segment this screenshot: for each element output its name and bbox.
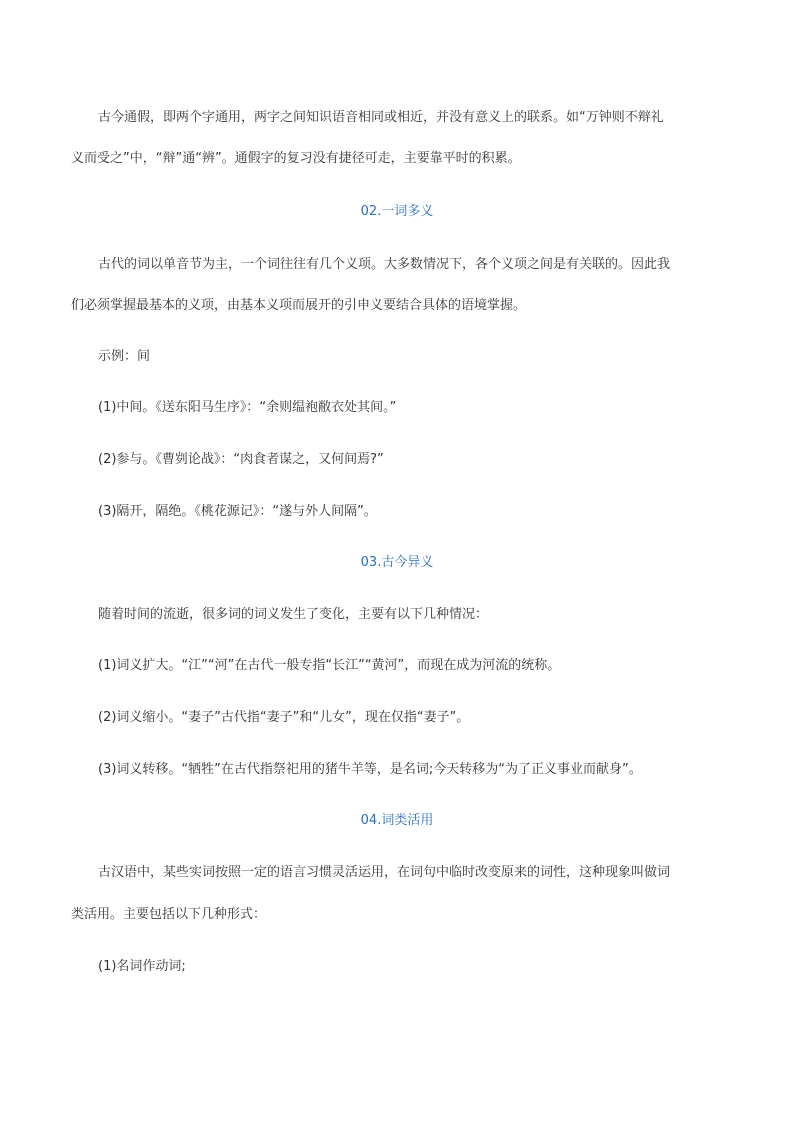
example-item-2: (2)参与。《曹刿论战》：“肉食者谋之，又何间焉?” — [98, 452, 384, 467]
example-item-1: (1)中间。《送东阳马生序》：“余则缊袍敝衣处其间。” — [98, 400, 397, 415]
example-label: 示例：间 — [98, 349, 151, 364]
cileihuoyong-item-1: (1)名词作动词; — [98, 959, 186, 974]
section-heading-cileihuoyong: 04.词类活用 — [360, 813, 434, 828]
paragraph-gujinyiyi: 随着时间的流逝，很多词的词义发生了变化，主要有以下几种情况： — [98, 607, 489, 622]
paragraph-yiciduoyi-line-1: 古代的词以单音节为主，一个词往往有几个义项。大多数情况下，各个义项之间是有关联的。因此我 — [98, 257, 671, 272]
gujinyiyi-item-1: (1)词义扩大。“江”“河”在古代一般专指“长江”“黄河”，而现在成为河流的统称。 — [98, 658, 561, 673]
gujinyiyi-item-2: (2)词义缩小。“妻子”古代指“妻子”和“儿女”，现在仅指“妻子”。 — [98, 710, 470, 725]
paragraph-cileihuoyong-line-1: 古汉语中，某些实词按照一定的语言习惯灵活运用，在词句中临时改变原来的词性，这种现象叫做词 — [98, 865, 671, 880]
gujinyiyi-item-3: (3)词义转移。“牺牲”在古代指祭祀用的猪牛羊等，是名词;今天转移为“为了正义事业而献身”。 — [98, 762, 642, 777]
paragraph-cileihuoyong-line-2: 类活用。主要包括以下几种形式： — [71, 907, 267, 922]
section-heading-yiciduoyi: 02.一词多义 — [360, 204, 434, 219]
example-item-3: (3)隔开，隔绝。《桃花源记》：“遂与外人间隔”。 — [98, 504, 377, 519]
section-heading-gujinyiyi: 03.古今异义 — [360, 555, 434, 570]
paragraph-tongjia-line-2: 义而受之”中，“辩”通“辨”。通假字的复习没有捷径可走，主要靠平时的积累。 — [71, 151, 521, 166]
paragraph-yiciduoyi-line-2: 们必须掌握最基本的义项，由基本义项而展开的引申义要结合具体的语境掌握。 — [71, 298, 527, 313]
paragraph-tongjia-line-1: 古今通假，即两个字通用，两字之间知识语音相同或相近，并没有意义上的联系。如“万钟则不辩礼 — [98, 110, 664, 125]
